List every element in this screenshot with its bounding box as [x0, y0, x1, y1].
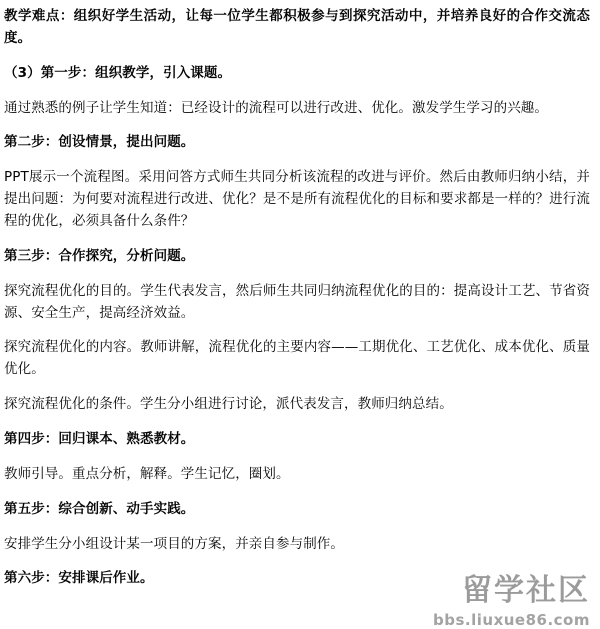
paragraph-optimization-purpose: 探究流程优化的目的。学生代表发言，然后师生共同归纳流程优化的目的：提高设计工艺、节省资源、安全生产，提高经济效益。 [4, 282, 590, 321]
paragraph-step-four-heading: 第四步：回归课本、熟悉教材。 [4, 431, 195, 448]
paragraph-step-one-detail: 通过熟悉的例子让学生知道：已经设计的流程可以进行改进、优化。激发学生学习的兴趣。 [4, 99, 548, 116]
paragraph-optimization-conditions: 探究流程优化的条件。学生分小组进行讨论，派代表发言，教师归纳总结。 [4, 396, 453, 413]
paragraph-step-one-heading: （3）第一步：组织教学，引入课题。 [4, 64, 232, 81]
paragraph-optimization-content: 探究流程优化的内容。教师讲解，流程优化的主要内容——工期优化、工艺优化、成本优化、质量优化。 [4, 339, 590, 378]
paragraph-step-two-detail: PPT展示一个流程图。采用问答方式师生共同分析该流程的改进与评价。然后由教师归纳小结，并提出问题：为何要对流程进行改进、优化？是不是所有流程优化的目标和要求都是一样的？进行流程的优化，必须具备什么条件？ [4, 169, 590, 230]
paragraph-step-five-heading: 第五步：综合创新、动手实践。 [4, 500, 195, 517]
paragraph-step-five-detail: 安排学生分小组设计某一项目的方案，并亲自参与制作。 [4, 535, 344, 552]
paragraph-teaching-difficulty: 教学难点：组织好学生活动，让每一位学生都积极参与到探究活动中，并培养良好的合作交流态度。 [4, 8, 590, 46]
paragraph-step-two-heading: 第二步：创设情景，提出问题。 [4, 134, 195, 151]
paragraph-step-three-heading: 第三步：合作探究，分析问题。 [4, 247, 195, 264]
paragraph-step-four-detail: 教师引导。重点分析，解释。学生记忆，圈划。 [4, 465, 290, 482]
paragraph-step-six-heading: 第六步：安排课后作业。 [4, 570, 154, 587]
watermark-brand-text: 留学社区 [462, 573, 590, 608]
watermark-url-text: bbs.liuxue86.com [433, 611, 590, 629]
